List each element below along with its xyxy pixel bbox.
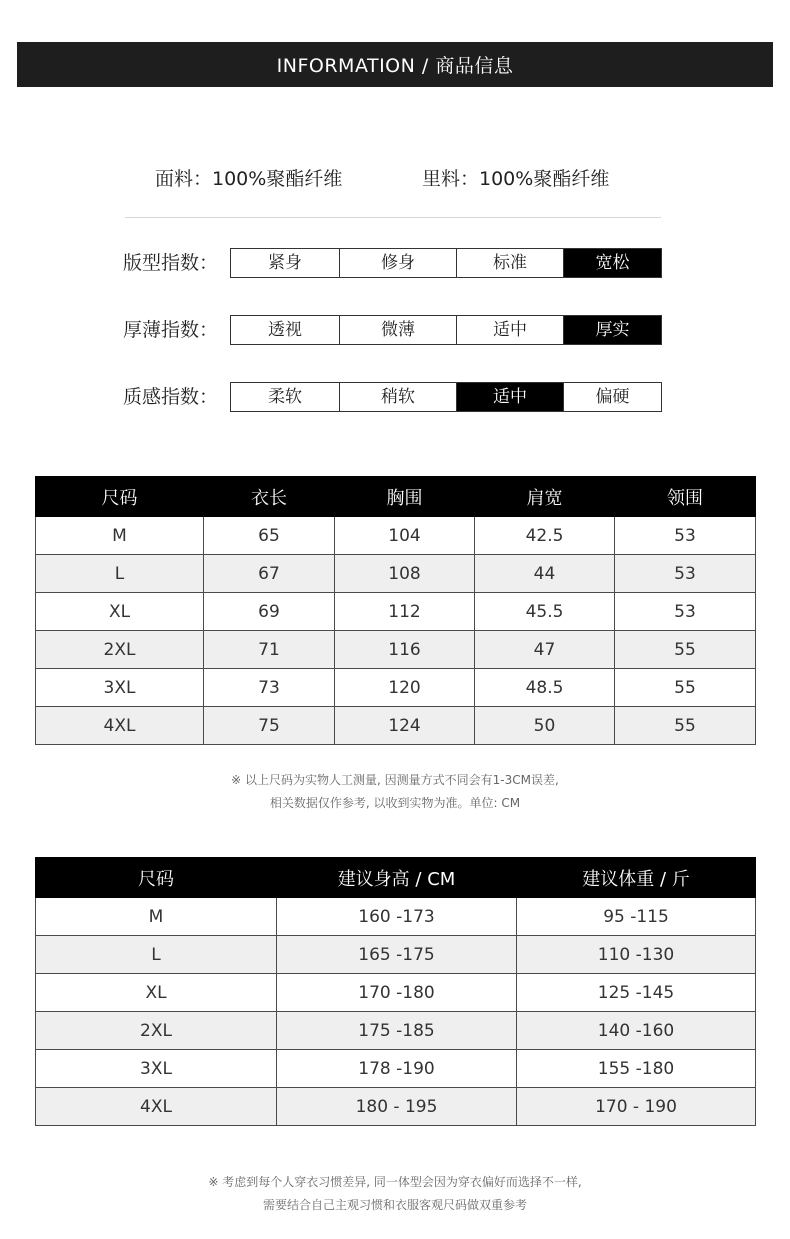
thickness-option-3: 适中 — [456, 316, 563, 344]
table-row — [36, 593, 756, 631]
fit-index-row — [0, 248, 790, 278]
table-cell: 108 — [335, 555, 475, 593]
table-cell: L — [36, 555, 204, 593]
table-cell: 48.5 — [475, 669, 615, 707]
size-header-shoulder: 肩宽 — [475, 477, 615, 517]
size-header-collar: 领围 — [615, 477, 756, 517]
table-cell: 175 -185 — [277, 1012, 517, 1050]
fabric-info — [0, 164, 790, 196]
table-cell: XL — [36, 974, 277, 1012]
table-cell: 67 — [204, 555, 335, 593]
size-header-chest: 胸围 — [335, 477, 475, 517]
table-row — [36, 1088, 756, 1126]
recommend-note — [0, 1171, 790, 1217]
table-cell: 2XL — [36, 631, 204, 669]
table-cell: 75 — [204, 707, 335, 745]
table-cell: 3XL — [36, 1050, 277, 1088]
fit-index-scale — [230, 248, 662, 278]
table-row — [36, 669, 756, 707]
thickness-option-4-selected: 厚实 — [563, 316, 661, 344]
table-cell: M — [36, 517, 204, 555]
fit-option-4-selected: 宽松 — [563, 249, 661, 277]
table-cell: 104 — [335, 517, 475, 555]
table-cell: 44 — [475, 555, 615, 593]
thickness-index-label: 厚薄指数： — [123, 319, 219, 341]
thickness-index-scale — [230, 315, 662, 345]
table-row — [36, 936, 756, 974]
recommend-header-size: 尺码 — [36, 858, 277, 898]
table-cell: 71 — [204, 631, 335, 669]
table-cell: 170 -180 — [277, 974, 517, 1012]
table-cell: 55 — [615, 707, 756, 745]
table-cell: 73 — [204, 669, 335, 707]
table-cell: 55 — [615, 669, 756, 707]
table-cell: 2XL — [36, 1012, 277, 1050]
table-row — [36, 1050, 756, 1088]
table-cell: 69 — [204, 593, 335, 631]
size-header-size: 尺码 — [36, 477, 204, 517]
size-note-line-2: 相关数据仅作参考, 以收到实物为准。单位: CM — [269, 796, 521, 810]
table-row — [36, 974, 756, 1012]
fit-option-3: 标准 — [456, 249, 563, 277]
divider — [125, 217, 661, 218]
table-cell: 53 — [615, 517, 756, 555]
table-cell: XL — [36, 593, 204, 631]
table-cell: 4XL — [36, 1088, 277, 1126]
table-cell: 116 — [335, 631, 475, 669]
recommend-note-line-2: 需要结合自己主观习惯和衣服客观尺码做双重参考 — [262, 1198, 527, 1212]
table-cell: 110 -130 — [517, 936, 756, 974]
table-cell: 140 -160 — [517, 1012, 756, 1050]
table-cell: 170 - 190 — [517, 1088, 756, 1126]
table-cell: 112 — [335, 593, 475, 631]
table-cell: 3XL — [36, 669, 204, 707]
table-cell: 53 — [615, 593, 756, 631]
texture-option-2: 稍软 — [339, 383, 456, 411]
table-cell: 120 — [335, 669, 475, 707]
thickness-option-2: 微薄 — [339, 316, 456, 344]
size-table-header — [36, 477, 756, 517]
table-cell: 55 — [615, 631, 756, 669]
table-row — [36, 1012, 756, 1050]
recommend-header-height: 建议身高 / CM — [277, 858, 517, 898]
table-cell: 47 — [475, 631, 615, 669]
table-cell: 65 — [204, 517, 335, 555]
table-row — [36, 898, 756, 936]
table-row — [36, 517, 756, 555]
table-cell: 180 - 195 — [277, 1088, 517, 1126]
table-row — [36, 631, 756, 669]
table-cell: 53 — [615, 555, 756, 593]
texture-option-4: 偏硬 — [563, 383, 661, 411]
fit-option-1: 紧身 — [268, 253, 302, 273]
table-cell: M — [36, 898, 277, 936]
texture-option-1: 柔软 — [268, 387, 302, 407]
table-cell: 95 -115 — [517, 898, 756, 936]
table-cell: 50 — [475, 707, 615, 745]
texture-index-row — [0, 382, 790, 412]
recommend-table-header — [36, 858, 756, 898]
size-note — [0, 769, 790, 815]
table-cell: 155 -180 — [517, 1050, 756, 1088]
table-cell: 165 -175 — [277, 936, 517, 974]
recommend-header-weight: 建议体重 / 斤 — [517, 858, 756, 898]
fit-index-label: 版型指数： — [123, 252, 219, 274]
recommend-note-line-1: ※ 考虑到每个人穿衣习惯差异, 同一体型会因为穿衣偏好而选择不一样, — [208, 1175, 582, 1189]
table-cell: 45.5 — [475, 593, 615, 631]
table-cell: 4XL — [36, 707, 204, 745]
info-header-title: INFORMATION / 商品信息 — [276, 55, 514, 77]
table-cell: L — [36, 936, 277, 974]
fabric-outer: 面料：100%聚酯纤维 — [155, 168, 343, 190]
table-row — [36, 555, 756, 593]
table-cell: 160 -173 — [277, 898, 517, 936]
size-table — [35, 476, 756, 745]
fabric-lining: 里料：100%聚酯纤维 — [422, 168, 610, 190]
thickness-option-1: 透视 — [268, 320, 302, 340]
table-cell: 124 — [335, 707, 475, 745]
table-cell: 42.5 — [475, 517, 615, 555]
texture-option-3-selected: 适中 — [456, 383, 563, 411]
table-row — [36, 707, 756, 745]
texture-index-scale — [230, 382, 662, 412]
thickness-index-row — [0, 315, 790, 345]
size-note-line-1: ※ 以上尺码为实物人工测量, 因测量方式不同会有1-3CM误差, — [231, 773, 559, 787]
table-cell: 125 -145 — [517, 974, 756, 1012]
texture-index-label: 质感指数： — [123, 386, 219, 408]
size-header-length: 衣长 — [204, 477, 335, 517]
recommend-table — [35, 857, 756, 1126]
table-cell: 178 -190 — [277, 1050, 517, 1088]
info-header — [17, 42, 773, 87]
fit-option-2: 修身 — [339, 249, 456, 277]
